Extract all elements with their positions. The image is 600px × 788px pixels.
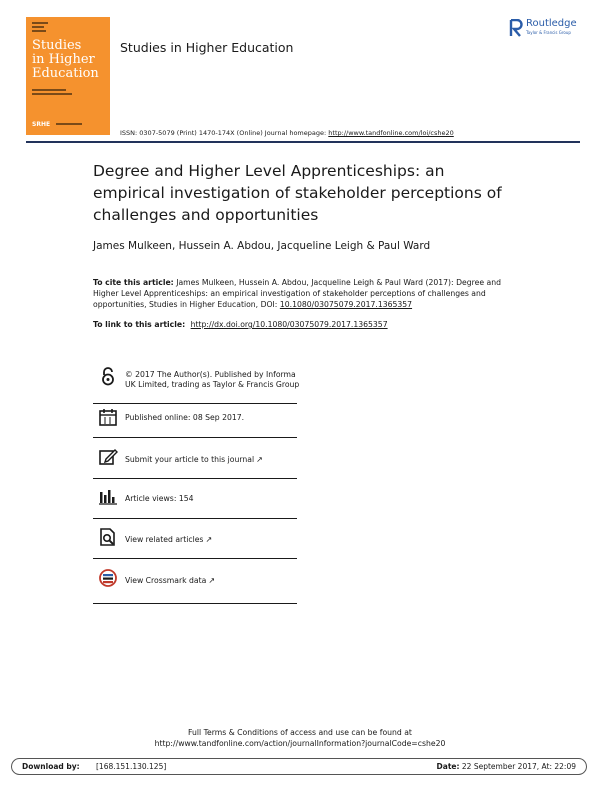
article-views: Article views: 154 (125, 494, 194, 503)
journal-cover (26, 17, 110, 135)
external-link-icon: ↗ (208, 576, 216, 585)
info-divider (93, 558, 297, 559)
submit-article-label: Submit your article to this journal (125, 455, 255, 464)
cite-doi-link[interactable]: 10.1080/03075079.2017.1365357 (279, 299, 413, 309)
bar-chart-icon (98, 486, 118, 506)
info-divider (93, 478, 297, 479)
routledge-r-icon (509, 19, 523, 37)
citation-block (93, 278, 513, 310)
header-divider (26, 141, 580, 143)
terms-line: Full Terms & Conditions of access and use can be found at (188, 728, 412, 737)
edit-icon (98, 447, 118, 467)
date-label: Date: (436, 762, 460, 771)
crossmark-label: View Crossmark data (125, 576, 207, 585)
date-value: 22 September 2017, At: 22:09 (461, 762, 576, 771)
article-doi-link[interactable]: http://dx.doi.org/10.1080/03075079.2017.1365357 (190, 320, 388, 329)
cite-label: To cite this article: (93, 278, 174, 287)
related-articles-link[interactable] (125, 535, 212, 545)
download-date (437, 762, 576, 771)
external-link-icon: ↗ (256, 455, 263, 464)
issn-line (120, 129, 454, 137)
crossmark-link[interactable] (125, 576, 215, 586)
published-date: Published online: 08 Sep 2017. (125, 413, 245, 422)
info-divider (93, 603, 297, 604)
info-divider (93, 518, 297, 519)
related-articles-label: View related articles (125, 535, 204, 544)
download-info-bar (11, 758, 587, 775)
article-link-line (93, 320, 388, 329)
terms-url[interactable]: http://www.tandfonline.com/action/journalInformation?journalCode=cshe20 (154, 739, 446, 748)
info-divider (93, 403, 297, 404)
routledge-logo (509, 19, 589, 39)
calendar-icon (98, 407, 118, 427)
logo-subtitle: Taylor & Francis Group (526, 30, 571, 35)
submit-article-link[interactable] (125, 455, 263, 465)
journal-title: Studies in Higher Education (120, 40, 294, 55)
cite-text: James Mulkeen, Hussein A. Abdou, Jacqueline Leigh & Paul Ward (2017): Degree and Higher Level Apprenticeships: an empirical investigation of stakeholder perceptions of challenges and opportunities, Studies in Higher Education, DOI: (93, 278, 501, 309)
cover-publisher-mark: SRHE (32, 121, 51, 128)
downloaded-by-value: [168.151.130.125] (96, 762, 167, 771)
related-search-icon (98, 527, 118, 547)
external-link-icon: ↗ (205, 535, 213, 544)
logo-name: Routledge (526, 18, 577, 29)
journal-homepage-link[interactable]: http://www.tandfonline.com/loi/cshe20 (328, 129, 454, 137)
open-access-icon (98, 366, 118, 386)
issn-text: ISSN: 0307-5079 (Print) 1470-174X (Online) Journal homepage: (120, 129, 327, 137)
cover-title: Studies in Higher Education (32, 38, 99, 81)
article-authors: James Mulkeen, Hussein A. Abdou, Jacqueline Leigh & Paul Ward (93, 240, 431, 252)
terms-notice (0, 727, 600, 749)
license-text: © 2017 The Author(s). Published by Informa UK Limited, trading as Taylor & Francis Group (125, 370, 300, 389)
article-title: Degree and Higher Level Apprenticeships: an empirical investigation of stakeholder perceptions of challenges and opportunities (93, 162, 502, 224)
info-divider (93, 437, 297, 438)
crossmark-icon (98, 568, 118, 588)
link-label: To link to this article: (93, 320, 186, 329)
downloaded-by-label: Download by: (22, 762, 80, 771)
